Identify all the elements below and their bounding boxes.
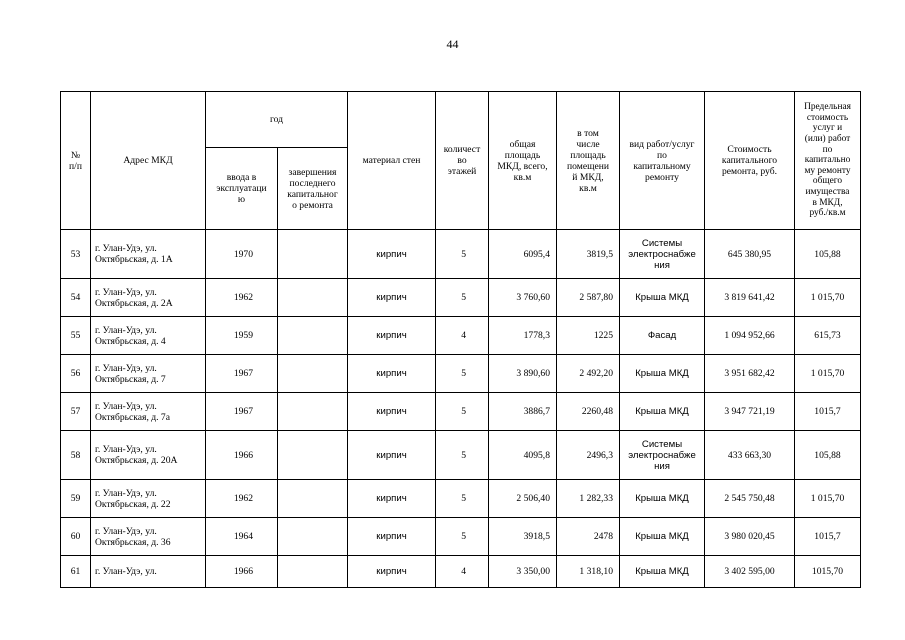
row-year-commission: 1970: [206, 230, 278, 279]
row-address: г. Улан-Удэ, ул. Октябрьская, д. 7а: [91, 393, 206, 431]
row-address: г. Улан-Удэ, ул. Октябрьская, д. 1А: [91, 230, 206, 279]
row-max-cost: 1 015,70: [795, 355, 861, 393]
row-floors: 5: [436, 518, 489, 556]
row-year-last-repair: [278, 431, 348, 480]
header-num: № п/п: [61, 92, 91, 230]
table-row: [61, 480, 861, 518]
table-row: [61, 431, 861, 480]
table-row: [61, 556, 861, 588]
row-premises-area: 2 492,20: [557, 355, 620, 393]
row-wall-material: кирпич: [348, 317, 436, 355]
row-premises-area: 2496,3: [557, 431, 620, 480]
row-max-cost: 1 015,70: [795, 279, 861, 317]
row-floors: 5: [436, 393, 489, 431]
row-year-commission: 1959: [206, 317, 278, 355]
row-repair-cost: 3 980 020,45: [705, 518, 795, 556]
row-floors: 5: [436, 480, 489, 518]
header-premises-area: в том числе площадь помещени й МКД, кв.м: [557, 92, 620, 230]
header-floors: количест во этажей: [436, 92, 489, 230]
row-num: 57: [61, 393, 91, 431]
row-total-area: 3886,7: [489, 393, 557, 431]
row-repair-cost: 3 402 595,00: [705, 556, 795, 588]
row-work-type: Фасад: [620, 317, 705, 355]
row-wall-material: кирпич: [348, 230, 436, 279]
table-row: [61, 317, 861, 355]
row-max-cost: 1015,70: [795, 556, 861, 588]
header-max-cost: Предельная стоимость услуг и (или) работ по капитально му ремонту общего имущества в МКД, руб./кв.м: [795, 92, 861, 230]
row-max-cost: 105,88: [795, 230, 861, 279]
row-max-cost: 1 015,70: [795, 480, 861, 518]
row-year-last-repair: [278, 518, 348, 556]
table-row: [61, 230, 861, 279]
repair-table: [60, 91, 861, 588]
row-year-commission: 1964: [206, 518, 278, 556]
row-year-commission: 1966: [206, 431, 278, 480]
row-work-type: Крыша МКД: [620, 480, 705, 518]
header-year: год: [206, 92, 348, 148]
row-year-commission: 1967: [206, 393, 278, 431]
header-year-last-repair: завершения последнего капитальног о ремонта: [278, 148, 348, 230]
row-address: г. Улан-Удэ, ул. Октябрьская, д. 7: [91, 355, 206, 393]
row-total-area: 3918,5: [489, 518, 557, 556]
row-work-type: Крыша МКД: [620, 556, 705, 588]
row-num: 58: [61, 431, 91, 480]
row-year-last-repair: [278, 230, 348, 279]
row-repair-cost: 3 947 721,19: [705, 393, 795, 431]
header-wall-material: материал стен: [348, 92, 436, 230]
header-work-type: вид работ/услуг по капитальному ремонту: [620, 92, 705, 230]
row-wall-material: кирпич: [348, 518, 436, 556]
row-wall-material: кирпич: [348, 393, 436, 431]
row-year-last-repair: [278, 480, 348, 518]
row-max-cost: 1015,7: [795, 393, 861, 431]
row-num: 55: [61, 317, 91, 355]
row-total-area: 2 506,40: [489, 480, 557, 518]
row-address: г. Улан-Удэ, ул. Октябрьская, д. 22: [91, 480, 206, 518]
row-wall-material: кирпич: [348, 480, 436, 518]
row-address: г. Улан-Удэ, ул.: [91, 556, 206, 588]
row-total-area: 3 350,00: [489, 556, 557, 588]
row-total-area: 1778,3: [489, 317, 557, 355]
row-premises-area: 3819,5: [557, 230, 620, 279]
row-work-type: Крыша МКД: [620, 279, 705, 317]
row-max-cost: 615,73: [795, 317, 861, 355]
header-address: Адрес МКД: [91, 92, 206, 230]
row-work-type: Крыша МКД: [620, 355, 705, 393]
row-address: г. Улан-Удэ, ул. Октябрьская, д. 20А: [91, 431, 206, 480]
row-year-commission: 1962: [206, 480, 278, 518]
row-max-cost: 1015,7: [795, 518, 861, 556]
row-repair-cost: 3 819 641,42: [705, 279, 795, 317]
row-premises-area: 1 318,10: [557, 556, 620, 588]
row-address: г. Улан-Удэ, ул. Октябрьская, д. 4: [91, 317, 206, 355]
row-work-type: Крыша МКД: [620, 393, 705, 431]
row-floors: 5: [436, 279, 489, 317]
table-row: [61, 518, 861, 556]
page-number: 44: [446, 37, 459, 51]
row-premises-area: 2 587,80: [557, 279, 620, 317]
row-total-area: 6095,4: [489, 230, 557, 279]
row-num: 54: [61, 279, 91, 317]
header-row-top: [61, 92, 861, 148]
table-row: [61, 279, 861, 317]
row-premises-area: 1 282,33: [557, 480, 620, 518]
row-repair-cost: 1 094 952,66: [705, 317, 795, 355]
header-year-commission: ввода в эксплуатаци ю: [206, 148, 278, 230]
row-repair-cost: 645 380,95: [705, 230, 795, 279]
row-year-commission: 1966: [206, 556, 278, 588]
row-year-last-repair: [278, 279, 348, 317]
row-total-area: 4095,8: [489, 431, 557, 480]
row-year-last-repair: [278, 393, 348, 431]
header-repair-cost: Стоимость капитального ремонта, руб.: [705, 92, 795, 230]
row-num: 53: [61, 230, 91, 279]
row-wall-material: кирпич: [348, 355, 436, 393]
row-year-commission: 1967: [206, 355, 278, 393]
row-address: г. Улан-Удэ, ул. Октябрьская, д. 2А: [91, 279, 206, 317]
row-repair-cost: 433 663,30: [705, 431, 795, 480]
row-wall-material: кирпич: [348, 431, 436, 480]
row-wall-material: кирпич: [348, 279, 436, 317]
row-premises-area: 1225: [557, 317, 620, 355]
row-floors: 4: [436, 317, 489, 355]
row-total-area: 3 890,60: [489, 355, 557, 393]
row-premises-area: 2260,48: [557, 393, 620, 431]
row-year-last-repair: [278, 317, 348, 355]
row-floors: 5: [436, 355, 489, 393]
row-floors: 5: [436, 431, 489, 480]
row-num: 61: [61, 556, 91, 588]
row-work-type: Крыша МКД: [620, 518, 705, 556]
row-work-type: Системы электроснабже ния: [620, 431, 705, 480]
row-floors: 4: [436, 556, 489, 588]
row-year-last-repair: [278, 355, 348, 393]
row-premises-area: 2478: [557, 518, 620, 556]
row-num: 60: [61, 518, 91, 556]
row-repair-cost: 3 951 682,42: [705, 355, 795, 393]
row-num: 56: [61, 355, 91, 393]
header-total-area: общая площадь МКД, всего, кв.м: [489, 92, 557, 230]
row-address: г. Улан-Удэ, ул. Октябрьская, д. 36: [91, 518, 206, 556]
row-year-last-repair: [278, 556, 348, 588]
row-total-area: 3 760,60: [489, 279, 557, 317]
row-wall-material: кирпич: [348, 556, 436, 588]
row-year-commission: 1962: [206, 279, 278, 317]
table-row: [61, 393, 861, 431]
table-row: [61, 355, 861, 393]
row-num: 59: [61, 480, 91, 518]
row-work-type: Системы электроснабже ния: [620, 230, 705, 279]
row-max-cost: 105,88: [795, 431, 861, 480]
row-repair-cost: 2 545 750,48: [705, 480, 795, 518]
row-floors: 5: [436, 230, 489, 279]
